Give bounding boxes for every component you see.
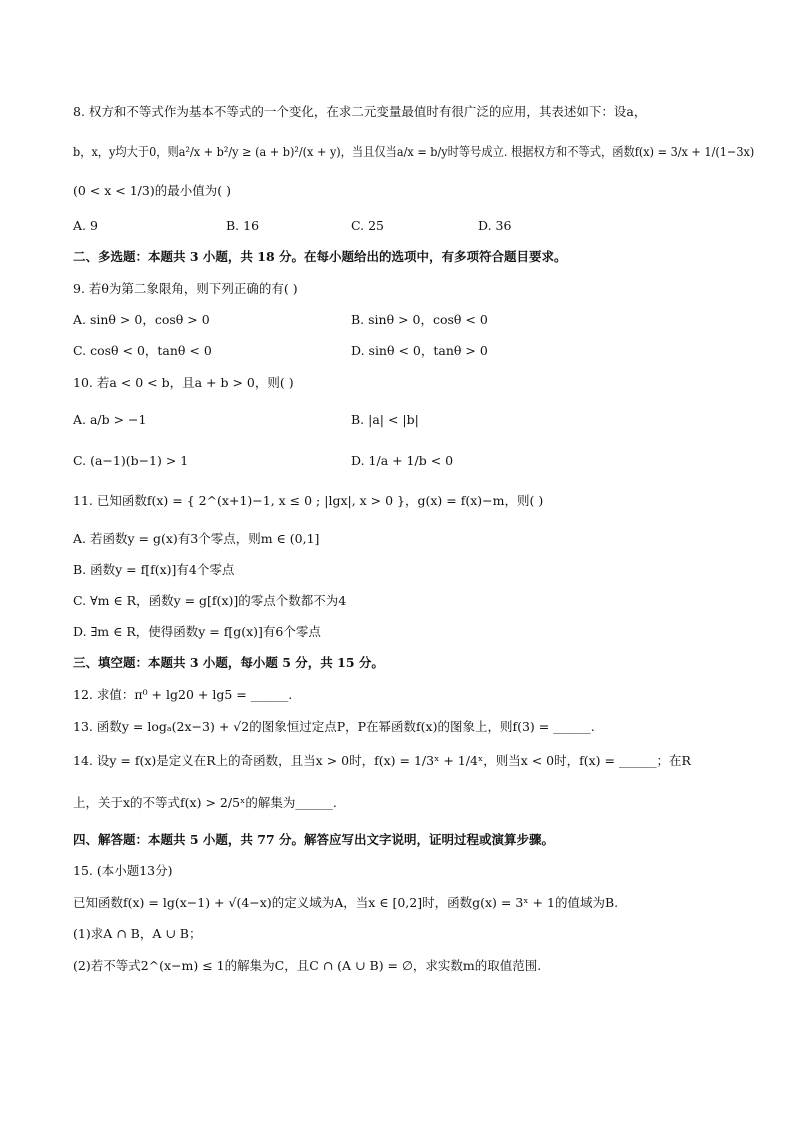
section-fill-blank-heading: 三、填空题：本题共 3 小题，每小题 5 分，共 15 分。 (73, 655, 384, 670)
q9-stem: 9. 若θ为第二象限角，则下列正确的有( ) (73, 281, 298, 296)
q13-text: 13. 函数y = logₐ(2x−3) + √2的图象恒过定点P，P在幂函数f(x)的图象上，则f(3) = ______. (73, 719, 595, 734)
q11-option-c: C. ∀m ∈ R，函数y = g[f(x)]的零点个数都不为4 (73, 593, 347, 608)
q14-line2: 上，关于x的不等式f(x) > 2/5ˣ的解集为______. (73, 795, 337, 810)
q10-option-a: A. a/b > −1 (73, 412, 147, 427)
q15-part1: (1)求A ∩ B，A ∪ B； (73, 926, 202, 941)
q15-title: 15. (本小题13分) (73, 863, 173, 878)
q12-text: 12. 求值：π⁰ + lg20 + lg5 = ______. (73, 687, 293, 702)
section-multi-choice-heading: 二、多选题：本题共 3 小题，共 18 分。在每小题给出的选项中，有多项符合题目要求。 (73, 249, 567, 264)
q14-line1: 14. 设y = f(x)是定义在R上的奇函数，且当x > 0时，f(x) = 1/3ˣ + 1/4ˣ，则当x < 0时，f(x) = ______；在R (73, 753, 691, 768)
q10-option-c: C. (a−1)(b−1) > 1 (73, 453, 189, 468)
q9-option-a: A. sinθ > 0，cosθ > 0 (73, 312, 210, 327)
q8-option-a: A. 9 (73, 218, 98, 233)
q8-option-c: C. 25 (351, 218, 384, 233)
q8-line3: (0 < x < 1/3)的最小值为( ) (73, 183, 231, 198)
q9-option-d: D. sinθ < 0，tanθ > 0 (351, 343, 488, 358)
q8-option-d: D. 36 (478, 218, 512, 233)
q15-part2: (2)若不等式2^(x−m) ≤ 1的解集为C，且C ∩ (A ∪ B) = ∅，求实数m的取值范围. (73, 958, 542, 973)
q15-stem: 已知函数f(x) = lg(x−1) + √(4−x)的定义域为A，当x ∈ [0,2]时，函数g(x) = 3ˣ + 1的值域为B. (73, 895, 619, 910)
q10-stem: 10. 若a < 0 < b，且a + b > 0，则( ) (73, 375, 294, 390)
q10-option-d: D. 1/a + 1/b < 0 (351, 453, 454, 468)
q11-option-d: D. ∃m ∈ R，使得函数y = f[g(x)]有6个零点 (73, 624, 321, 639)
q11-option-b: B. 函数y = f[f(x)]有4个零点 (73, 562, 235, 577)
q8-option-b: B. 16 (226, 218, 260, 233)
q8-line1: 8. 权方和不等式作为基本不等式的一个变化，在求二元变量最值时有很广泛的应用，其表述如下：设a， (73, 104, 647, 119)
q8-line2: b，x，y均大于0，则a²/x + b²/y ≥ (a + b)²/(x + y)，当且仅当a/x = b/y时等号成立. 根据权方和不等式，函数f(x) = 3/x + 1/(1−3x) (73, 144, 755, 159)
q11-option-a: A. 若函数y = g(x)有3个零点，则m ∈ (0,1] (73, 531, 320, 546)
q11-stem: 11. 已知函数f(x) = { 2^(x+1)−1, x ≤ 0 ; |lgx|, x > 0 }，g(x) = f(x)−m，则( ) (73, 493, 544, 508)
q9-option-c: C. cosθ < 0，tanθ < 0 (73, 343, 212, 358)
q10-option-b: B. |a| < |b| (351, 412, 419, 427)
section-solution-heading: 四、解答题：本题共 5 小题，共 77 分。解答应写出文字说明，证明过程或演算步骤。 (73, 832, 555, 847)
q9-option-b: B. sinθ > 0，cosθ < 0 (351, 312, 488, 327)
